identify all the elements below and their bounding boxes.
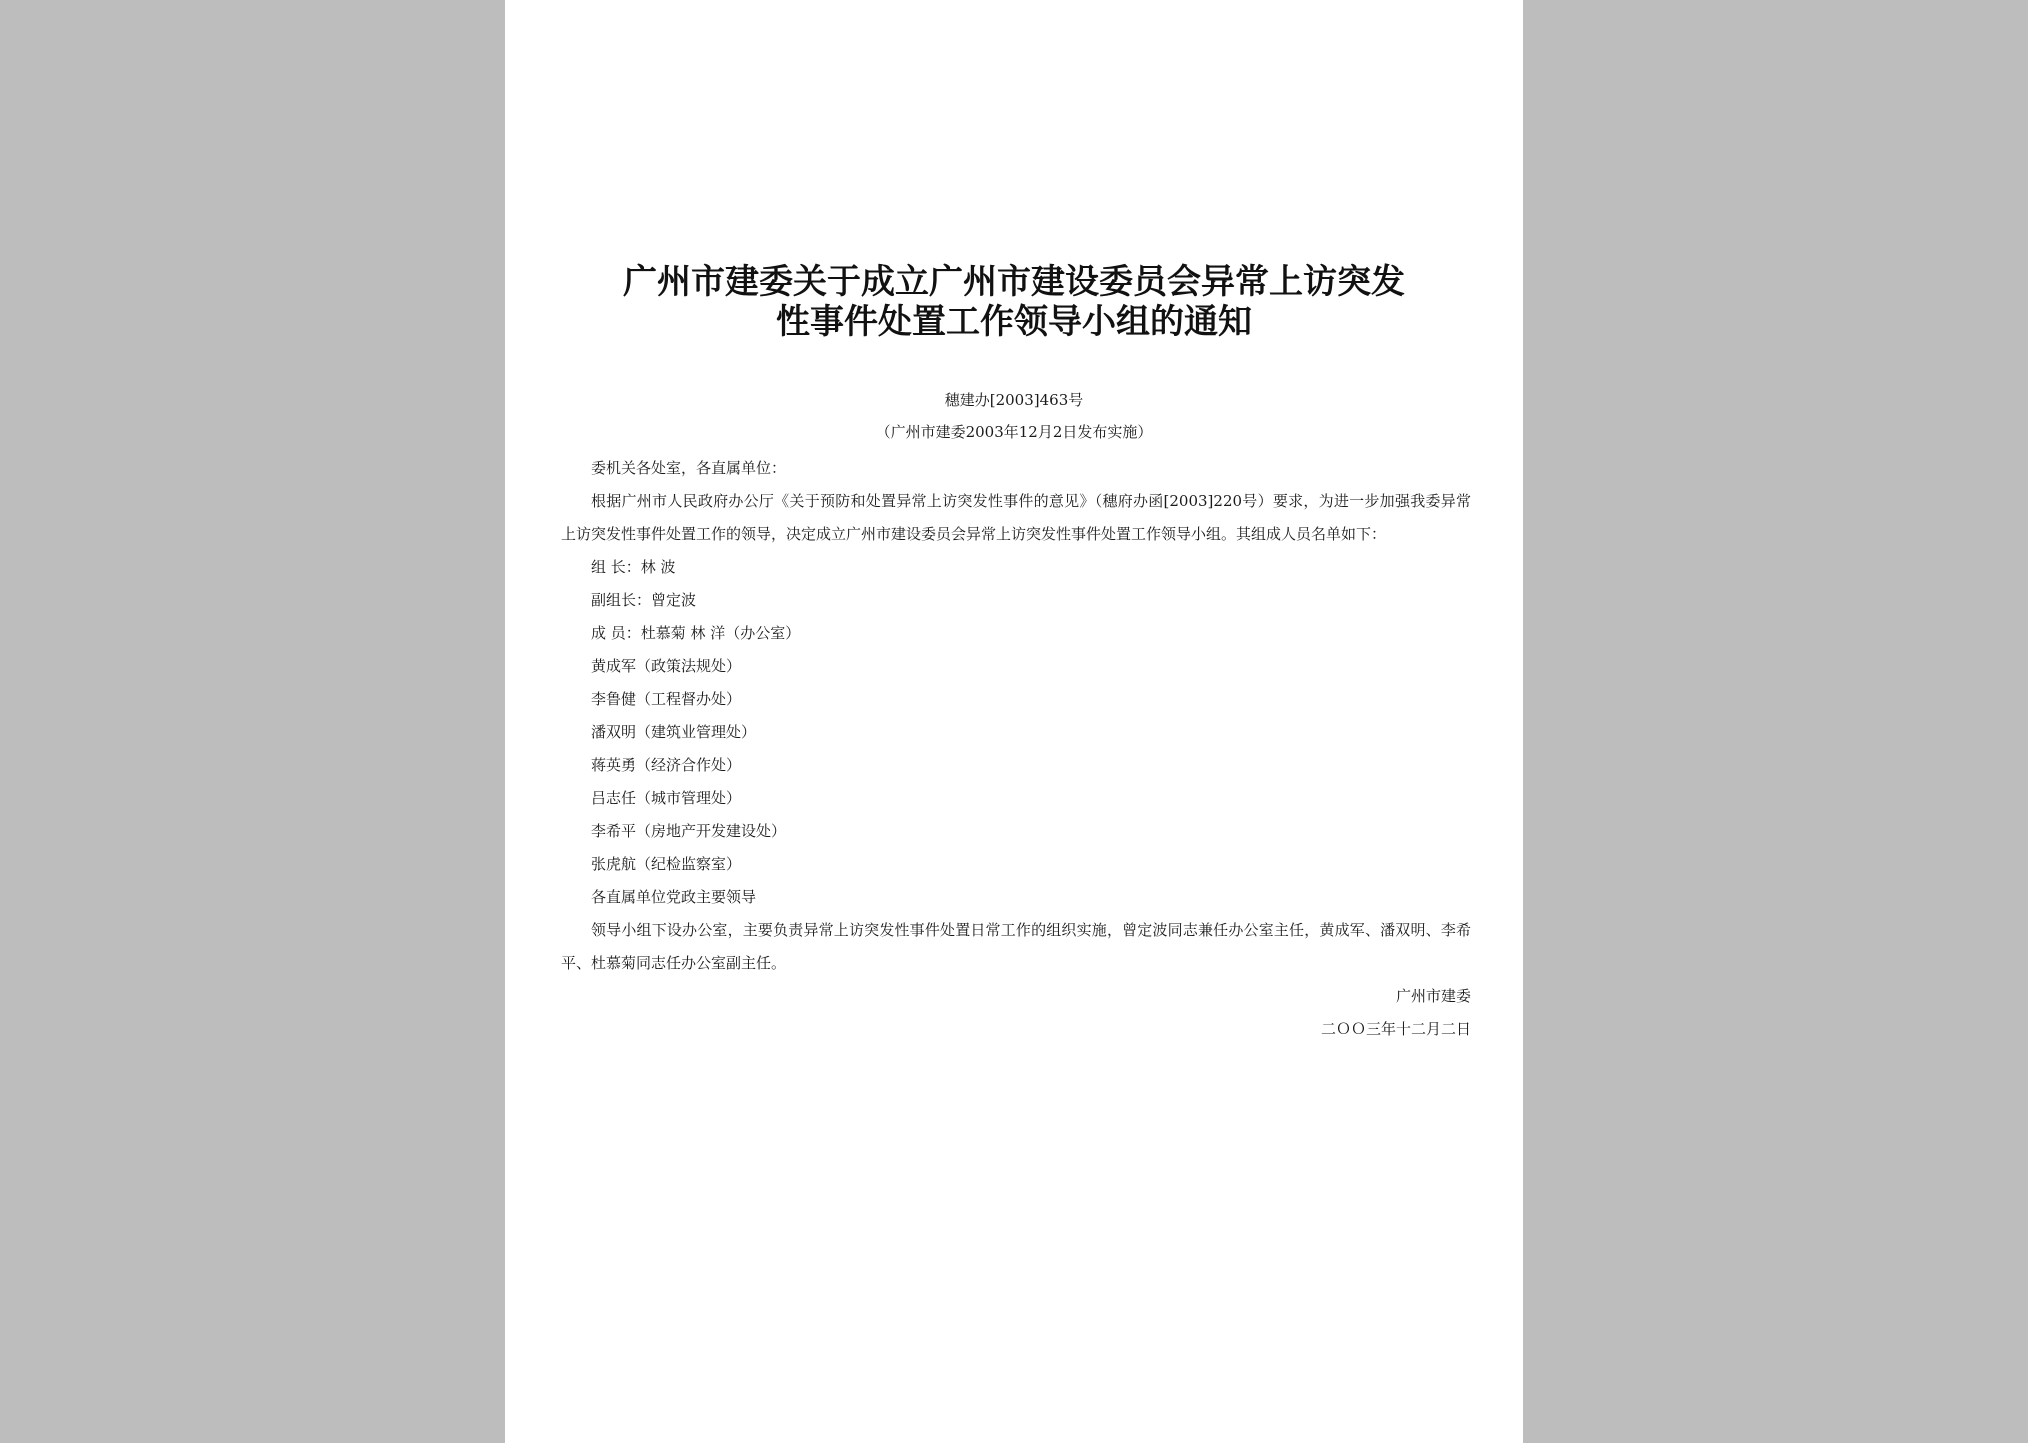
member-line: 黄成军（政策法规处） <box>591 657 742 675</box>
document-number: 穗建办[2003]463号 <box>944 391 1084 409</box>
member-line: 各直属单位党政主要领导 <box>591 888 757 906</box>
salutation: 委机关各处室，各直属单位： <box>591 459 787 477</box>
member-line: 吕志任（城市管理处） <box>591 789 742 807</box>
title-line-1: 广州市建委关于成立广州市建设委员会异常上访突发 <box>623 262 1405 302</box>
member-line: 副组长：曾定波 <box>591 591 697 609</box>
paragraph-1: 根据广州市人民政府办公厅《关于预防和处置异常上访突发性事件的意见》（穗府办函[2003]220号）要求，为进一步加强我委异常上访突发性事件处置工作的领导，决定成立广州市建设委员会异常上访突发性事件处置工作领导小组。其组成人员名单如下： <box>561 492 1471 543</box>
member-line: 组 长：林 波 <box>591 558 676 576</box>
signature-org: 广州市建委 <box>1395 987 1471 1005</box>
member-line: 张虎航（纪检监察室） <box>591 855 742 873</box>
member-line: 蒋英勇（经济合作处） <box>591 756 742 774</box>
publish-note: （广州市建委2003年12月2日发布实施） <box>875 423 1153 441</box>
member-line: 成 员：杜慕菊 林 洋（办公室） <box>591 624 801 642</box>
document-body <box>561 452 1471 1046</box>
member-line: 李鲁健（工程督办处） <box>591 690 742 708</box>
paragraph-2: 领导小组下设办公室，主要负责异常上访突发性事件处置日常工作的组织实施，曾定波同志兼任办公室主任，黄成军、潘双明、李希平、杜慕菊同志任办公室副主任。 <box>561 921 1471 972</box>
title-line-2: 性事件处置工作领导小组的通知 <box>776 302 1252 342</box>
signature-date: 二ＯＯ三年十二月二日 <box>1320 1020 1471 1038</box>
document-title <box>505 262 1523 342</box>
document-page <box>505 0 1523 1443</box>
member-line: 李希平（房地产开发建设处） <box>591 822 787 840</box>
member-line: 潘双明（建筑业管理处） <box>591 723 757 741</box>
